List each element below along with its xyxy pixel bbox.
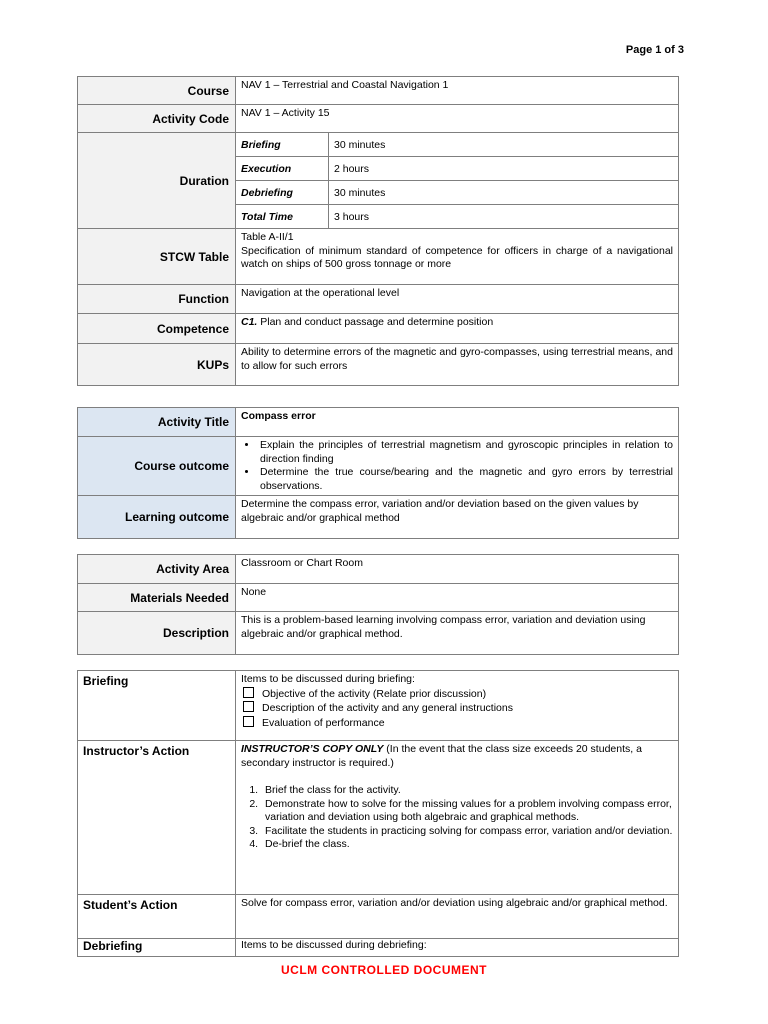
activity-area-value: Classroom or Chart Room: [236, 555, 679, 584]
duration-label: Duration: [78, 133, 236, 229]
student-action-label: Student’s Action: [78, 895, 236, 939]
activity-area-label: Activity Area: [78, 555, 236, 584]
learning-outcome-value: Determine the compass error, variation and/or deviation based on the given values by algebraic and/or graphical method: [236, 496, 679, 539]
course-outcome-label: Course outcome: [78, 437, 236, 496]
course-outcome-value: [236, 437, 679, 496]
activity-code-label: Activity Code: [78, 105, 236, 133]
course-info-table: [77, 76, 679, 386]
function-value: Navigation at the operational level: [236, 285, 679, 314]
duration-key: Execution: [236, 157, 329, 181]
duration-value: 30 minutes: [329, 133, 679, 157]
kups-value: Ability to determine errors of the magnetic and gyro-compasses, using terrestrial means, and to allow for such errors: [236, 344, 679, 386]
instructor-action-value: [236, 741, 679, 895]
competence-value: C1. Plan and conduct passage and determine position: [236, 314, 679, 344]
procedure-table: [77, 670, 679, 957]
activity-code-value: NAV 1 – Activity 15: [236, 105, 679, 133]
checklist-item: Description of the activity and any general instructions: [241, 701, 673, 716]
materials-value: None: [236, 584, 679, 612]
duration-cell: [236, 133, 679, 229]
activity-title-label: Activity Title: [78, 408, 236, 437]
activity-title-value: Compass error: [236, 408, 679, 437]
course-value: NAV 1 – Terrestrial and Coastal Navigation 1: [236, 77, 679, 105]
duration-value: 2 hours: [329, 157, 679, 181]
instructor-action-label: Instructor’s Action: [78, 741, 236, 895]
kups-label: KUPs: [78, 344, 236, 386]
course-label: Course: [78, 77, 236, 105]
list-item: 2. Demonstrate how to solve for the missing values for a problem involving compass error, variation and deviation using both algebraic and graphical methods.: [261, 798, 673, 825]
stcw-label: STCW Table: [78, 229, 236, 285]
controlled-document-footer: UCLM CONTROLLED DOCUMENT: [281, 963, 487, 977]
function-label: Function: [78, 285, 236, 314]
logistics-table: [77, 554, 679, 655]
page-number: Page 1 of 3: [625, 44, 684, 56]
duration-key: Briefing: [236, 133, 329, 157]
duration-value: 30 minutes: [329, 181, 679, 205]
description-value: This is a problem-based learning involving compass error, variation and deviation using algebraic and/or graphical method.: [236, 612, 679, 655]
checklist-item: Evaluation of performance: [241, 716, 673, 731]
list-item: • Explain the principles of terrestrial magnetism and gyroscopic principles in relation to direction finding: [258, 439, 673, 466]
checkbox-icon: [243, 716, 254, 727]
list-item: 1. Brief the class for the activity.: [261, 784, 673, 798]
list-item: 4. De-brief the class.: [261, 838, 673, 852]
description-label: Description: [78, 612, 236, 655]
learning-outcome-label: Learning outcome: [78, 496, 236, 539]
debriefing-value: Items to be discussed during debriefing:: [236, 939, 679, 957]
instructor-steps: [241, 784, 673, 852]
briefing-label: Briefing: [78, 671, 236, 741]
duration-key: Total Time: [236, 205, 329, 229]
competence-label: Competence: [78, 314, 236, 344]
activity-table: [77, 407, 679, 539]
briefing-value: Items to be discussed during briefing: Objective of the activity (Relate prior discussion) Description of the activity and any general instructions Evaluation of performance: [236, 671, 679, 741]
checkbox-icon: [243, 701, 254, 712]
debriefing-label: Debriefing: [78, 939, 236, 957]
checklist-item: Objective of the activity (Relate prior discussion): [241, 687, 673, 702]
checkbox-icon: [243, 687, 254, 698]
stcw-value: Table A-II/1 Specification of minimum standard of competence for officers in charge of a navigational watch on ships of 500 gross tonnage or more: [236, 229, 679, 285]
list-item: • Determine the true course/bearing and the magnetic and gyro errors by terrestrial observations.: [258, 466, 673, 493]
instructor-note: INSTRUCTOR’S COPY ONLY (In the event that the class size exceeds 20 students, a secondary instructor is required.): [241, 743, 642, 769]
duration-table: [236, 133, 678, 228]
list-item: 3. Facilitate the students in practicing solving for compass error, variation and/or deviation.: [261, 825, 673, 839]
duration-key: Debriefing: [236, 181, 329, 205]
materials-label: Materials Needed: [78, 584, 236, 612]
duration-value: 3 hours: [334, 210, 370, 223]
student-action-value: Solve for compass error, variation and/or deviation using algebraic and/or graphical method.: [236, 895, 679, 939]
